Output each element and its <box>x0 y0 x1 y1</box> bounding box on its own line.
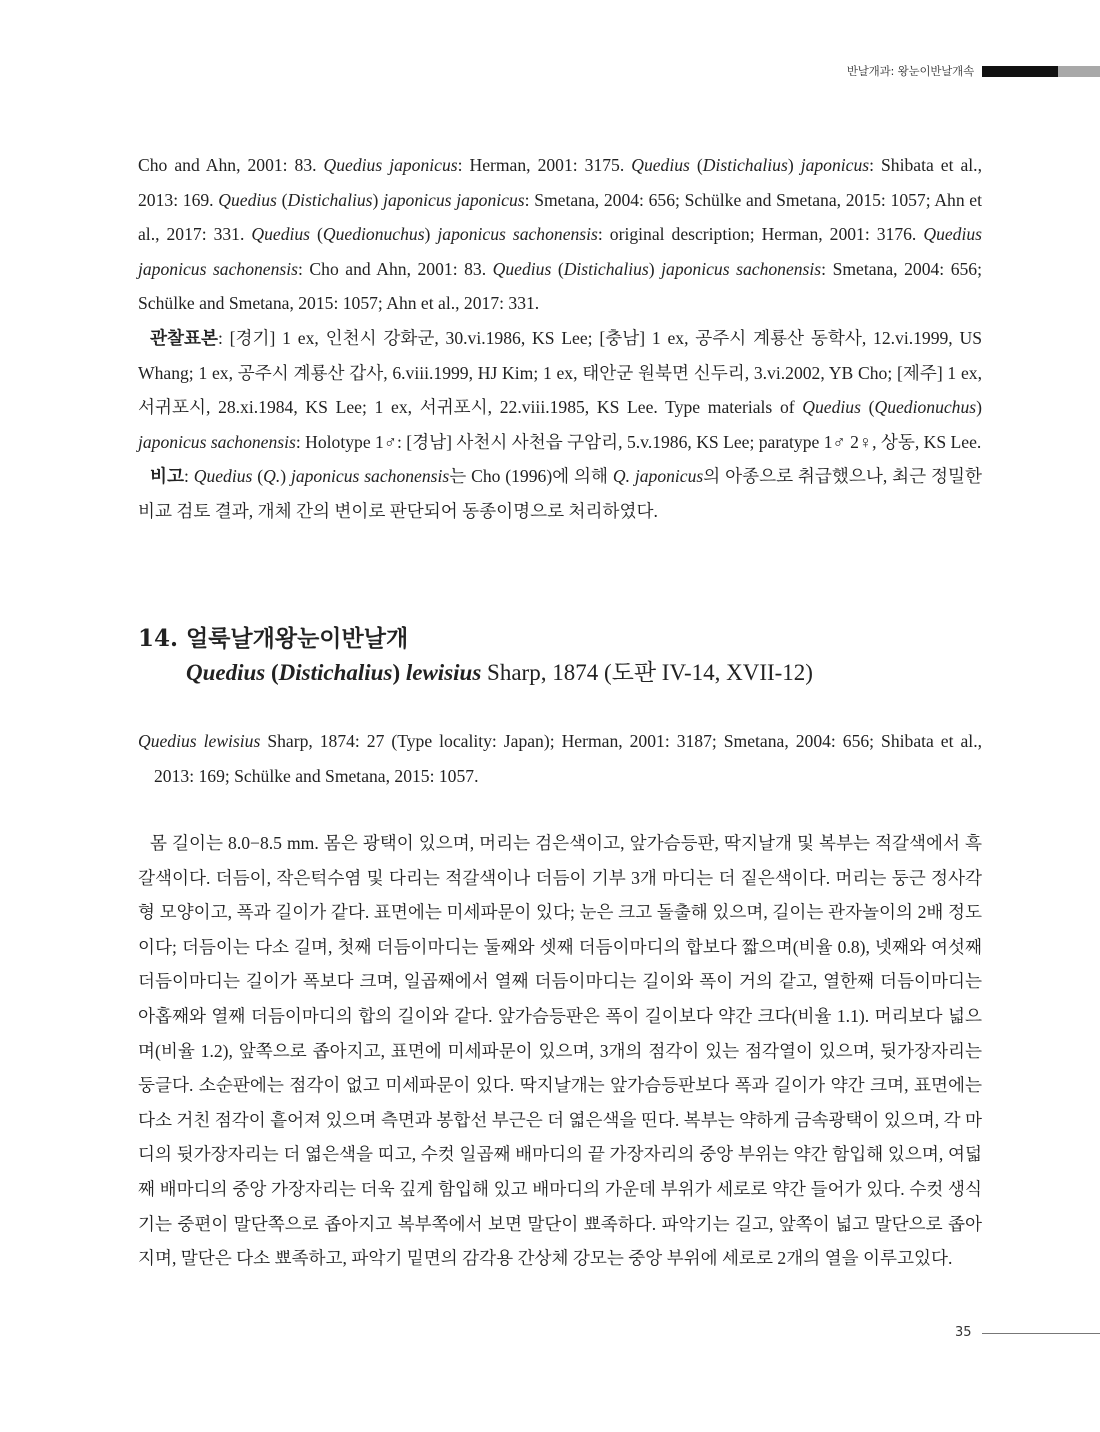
running-head <box>847 64 1100 78</box>
species-heading-scientific: Quedius (Distichalius) lewisius Sharp, 1874 (도판 IV-14, XVII-12) <box>186 660 813 685</box>
page-number-rule <box>982 1333 1100 1334</box>
description-paragraph: 몸 길이는 8.0−8.5 mm. 몸은 광택이 있으며, 머리는 검은색이고, 앞가슴등판, 딱지날개 및 복부는 적갈색에서 흑갈색이다. 더듬이, 작은턱수염 및 다리는 적갈색이나 더듬이 기부 3개 마디는 더 짙은색이다. 머리는 둥근 정사각형 모양이고, 폭과 길이가 같다. 표면에는 미세파문이 있다; 눈은 크고 돌출해 있으며, 길이는 관자놀이의 2배 정도이다; 더듬이는 다소 길며, 첫째 더듬이마디는 둘째와 셋째 더듬이마디의 합보다 짧으며(비율 0.8), 넷째와 여섯째 더듬이마디는 길이가 폭보다 크며, 일곱째에서 열째 더듬이마디는 길이와 폭이 거의 같고, 열한째 더듬이마디는 아홉째와 열째 더듬이마디의 합의 길이와 같다. 앞가슴등판은 폭이 길이보다 약간 크다(비율 1.1). 머리보다 넓으며(비율 1.2), 앞쪽으로 좁아지고, 표면에 미세파문이 있으며, 3개의 점각이 있는 점각열이 있으며, 뒷가장자리는 둥글다. 소순판에는 점각이 없고 미세파문이 있다. 딱지날개는 앞가슴등판보다 폭과 길이가 약간 크며, 표면에는 다소 거친 점각이 흩어져 있으며 측면과 봉합선 부근은 더 엷은색을 띤다. 복부는 약하게 금속광택이 있으며, 각 마디의 뒷가장자리는 더 엷은색을 띠고, 수컷 일곱째 배마디의 끝 가장자리의 중앙 부위는 약간 함입해 있으며, 여덟째 배마디의 중앙 가장자리는 더욱 깊게 함입해 있고 배마디의 가운데 부위가 세로로 약간 들어가 있다. 수컷 생식기는 중편이 말단쪽으로 좁아지고 복부쪽에서 보면 말단이 뾰족하다. 파악기는 길고, 앞쪽이 넓고 말단으로 좁아지며, 말단은 다소 뾰족하고, 파악기 밑면의 감각용 간상체 강모는 중앙 부위에 세로로 2개의 열을 이루고있다. <box>138 833 982 1269</box>
remarks-label: 비고 <box>150 466 184 487</box>
material-label: 관찰표본 <box>150 327 218 348</box>
species-heading <box>138 624 998 692</box>
material-paragraph: 관찰표본: [경기] 1 ex, 인천시 강화군, 30.vi.1986, KS Lee; [충남] 1 ex, 공주시 계룡산 동학사, 12.vi.1999, US Whang; 1 ex, 공주시 계룡산 갑사, 6.viii.1999, HJ Kim; 1 ex, 태안군 원북면 신두리, 3.vi.2002, YB Cho; [제주] 1 ex, 서귀포시, 28.xi.1984, KS Lee; 1 ex, 서귀포시, 22.viii.1985, KS Lee. Type materials of Quedius (Quedionuchus) japonicus sachonensis: Holotype 1♂: [경남] 사천시 사천읍 구암리, 5.v.1986, KS Lee; paratype 1♂ 2♀, 상동, KS Lee. <box>138 327 982 452</box>
citation-paragraph: Quedius lewisius Sharp, 1874: 27 (Type locality: Japan); Herman, 2001: 3187; Smetana, 2004: 656; Shibata et al., 2013: 169; Schülke and Smetana, 2015: 1057. <box>138 731 982 786</box>
running-head-gray-bar <box>1058 66 1100 77</box>
citation-block <box>138 724 982 793</box>
description-block <box>138 826 982 1276</box>
remarks-paragraph: 비고: Quedius (Q.) japonicus sachonensis는 Cho (1996)에 의해 Q. japonicus의 아종으로 취급했으나, 최근 정밀한 비교 검토 결과, 개체 간의 변이로 판단되어 동종이명으로 처리하였다. <box>138 466 982 521</box>
korean-name: 얼룩날개왕눈이반날개 <box>186 625 409 652</box>
running-head-dark-bar <box>982 66 1058 77</box>
page-number: 35 <box>955 1325 972 1340</box>
species-number: 14. <box>138 625 179 652</box>
synonymy-block <box>138 148 982 529</box>
species-heading-korean <box>138 624 998 654</box>
running-head-text: 반날개과: 왕눈이반날개속 <box>846 64 974 78</box>
synonymy-paragraph: Cho and Ahn, 2001: 83. Quedius japonicus: Herman, 2001: 3175. Quedius (Distichalius) japonicus: Shibata et al., 2013: 169. Quedius (Distichalius) japonicus japonicus: Smetana, 2004: 656; Schülke and Smetana, 2015: 1057; Ahn et al., 2017: 331. Quedius (Quedionuchus) japonicus sachonensis: original description; Herman, 2001: 3176. Quedius japonicus sachonensis: Cho and Ahn, 2001: 83. Quedius (Distichalius) japonicus sachonensis: Smetana, 2004: 656; Schülke and Smetana, 2015: 1057; Ahn et al., 2017: 331. <box>138 155 983 314</box>
